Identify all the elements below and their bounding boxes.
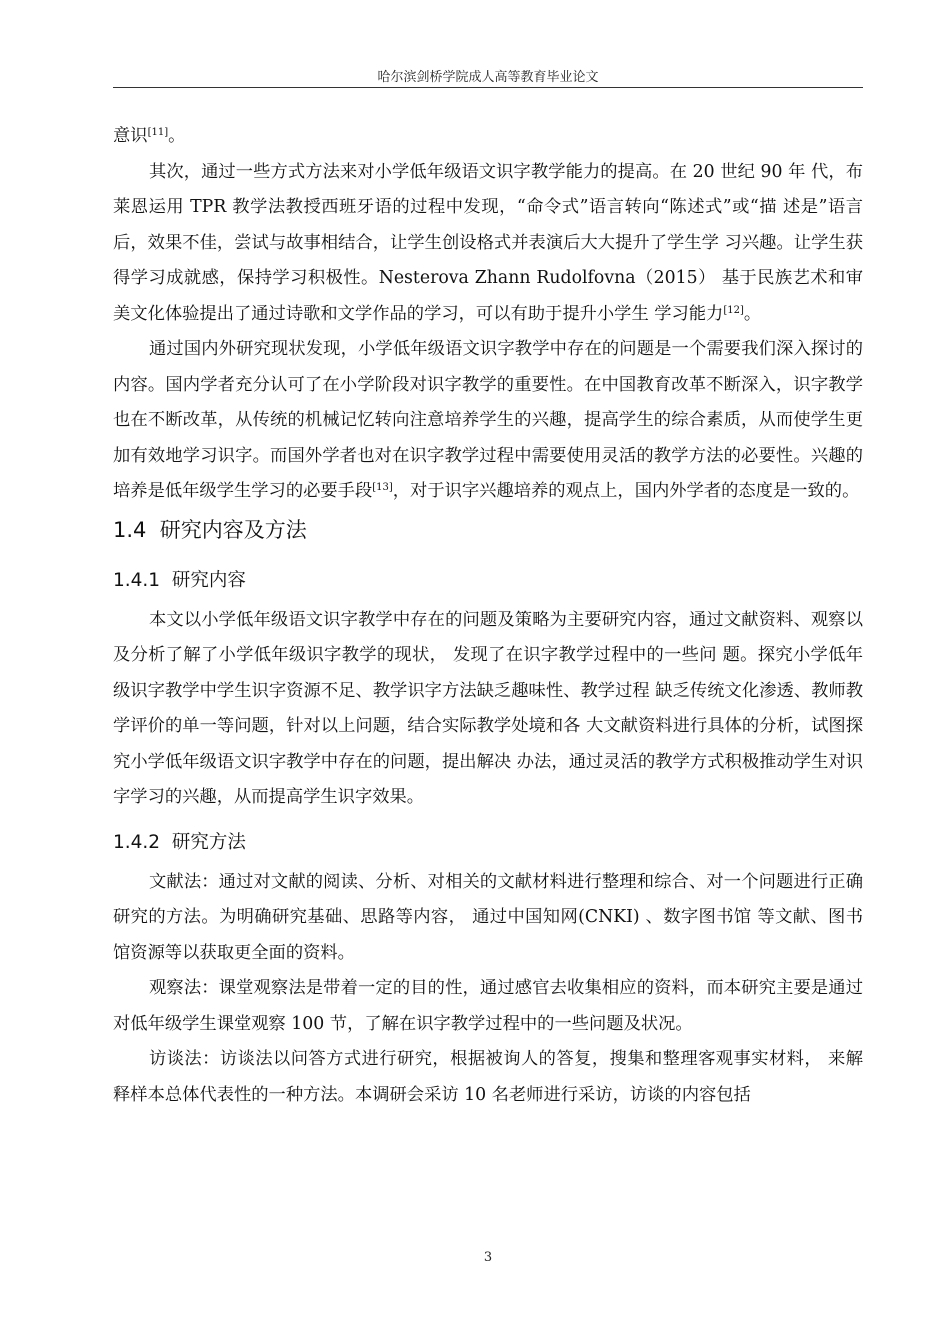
- section-heading-1-4-2: [113, 816, 863, 865]
- section-title: 研究内容: [171, 569, 246, 591]
- citation-ref: [12]: [723, 304, 744, 316]
- paragraph-text: 其次，通过一些方式方法来对小学低年级语文识字教学能力的提高。在 20 世纪 90 年 代，布莱恩运用 TPR 教学法教授西班牙语的过程中发现，“命令式”语言转向“陈述式”或“描 述是”语言后，效果不佳，尝试与故事相结合，让学生创设格式并表演后大大提升了学生学 习兴趣。让学生获得学习成就感，保持学习积极性。Nesterova Zhann Rudolfovna（2015） 基于民族艺术和审美文化体验提出了通过诗歌和文学作品的学习，可以有助于提升小学生 学习能力: [113, 161, 863, 324]
- section-number: 1.4.1: [113, 569, 161, 591]
- page-body: [113, 119, 863, 1113]
- section-title: 研究内容及方法: [159, 517, 307, 542]
- paragraph-summary: [113, 332, 863, 510]
- paragraph-foreign-research: [113, 155, 863, 333]
- paragraph-tail: 。: [168, 126, 186, 146]
- paragraph-research-content: 本文以小学低年级语文识字教学中存在的问题及策略为主要研究内容，通过文献资料、观察以及分析了解了小学低年级识字教学的现状， 发现了在识字教学过程中的一些问 题。探究小学低年级识字教学中学生识字资源不足、教学识字方法缺乏趣味性、教学过程 缺乏传统文化渗透、教师教学评价的单一等问题，针对以上问题，结合实际教学处境和各 大文献资料进行具体的分析，试图探究小学低年级语文识字教学中存在的问题，提出解决 办法，通过灵活的教学方式积极推动学生对识字学习的兴趣，从而提高学生识字效果。: [113, 609, 863, 807]
- section-number: 1.4: [113, 517, 147, 542]
- paragraph-text: 意识: [113, 126, 148, 146]
- paragraph-observation-method: 观察法：课堂观察法是带着一定的目的性，通过感官去收集相应的资料，而本研究主要是通过对低年级学生课堂观察 100 节，了解在识字教学过程中的一些问题及状况。: [113, 978, 863, 1034]
- paragraph-interview-method: 访谈法：访谈法以问答方式进行研究，根据被询人的答复，搜集和整理客观事实材料， 来解 释样本总体代表性的一种方法。本调研会采访 10 名老师进行采访，访谈的内容包括: [113, 1049, 863, 1105]
- section-heading-1-4-1: [113, 554, 863, 603]
- paragraph-continuation: [113, 119, 863, 155]
- paragraph-tail: 。: [743, 303, 762, 324]
- paragraph-tail: ，对于识字兴趣培养的观点上，国内外学者的态度是一致的。: [392, 481, 860, 501]
- section-title: 研究方法: [171, 831, 246, 853]
- section-heading-1-4: [113, 510, 863, 554]
- running-header: 哈尔滨剑桥学院成人高等教育毕业论文: [377, 70, 599, 85]
- citation-ref: [13]: [372, 482, 393, 493]
- paragraph-literature-method: 文献法：通过对文献的阅读、分析、对相关的文献材料进行整理和综合、对一个问题进行正确研究的方法。为明确研究基础、思路等内容， 通过中国知网(CNKI) 、数字图书馆 等文献、图书馆资源等以获取更全面的资料。: [113, 871, 863, 963]
- paragraph-text: 通过国内外研究现状发现，小学低年级语文识字教学中存在的问题是一个需要我们深入探讨的内容。国内学者充分认可了在小学阶段对识字教学的重要性。在中国教育改革不断深入，识字教学也在不断改革，从传统的机械记忆转向注意培养学生的兴趣，提高学生的综合素质，从而使学生更加有效地学习识字。而国外学者也对在识字教学过程中需要使用灵活的教学方法的必要性。兴趣的培养是低年级学生学习的必要手段: [113, 339, 863, 501]
- header-rule: [113, 87, 863, 88]
- page-number: 3: [483, 1250, 493, 1265]
- citation-ref: [11]: [147, 127, 169, 138]
- section-number: 1.4.2: [113, 831, 161, 853]
